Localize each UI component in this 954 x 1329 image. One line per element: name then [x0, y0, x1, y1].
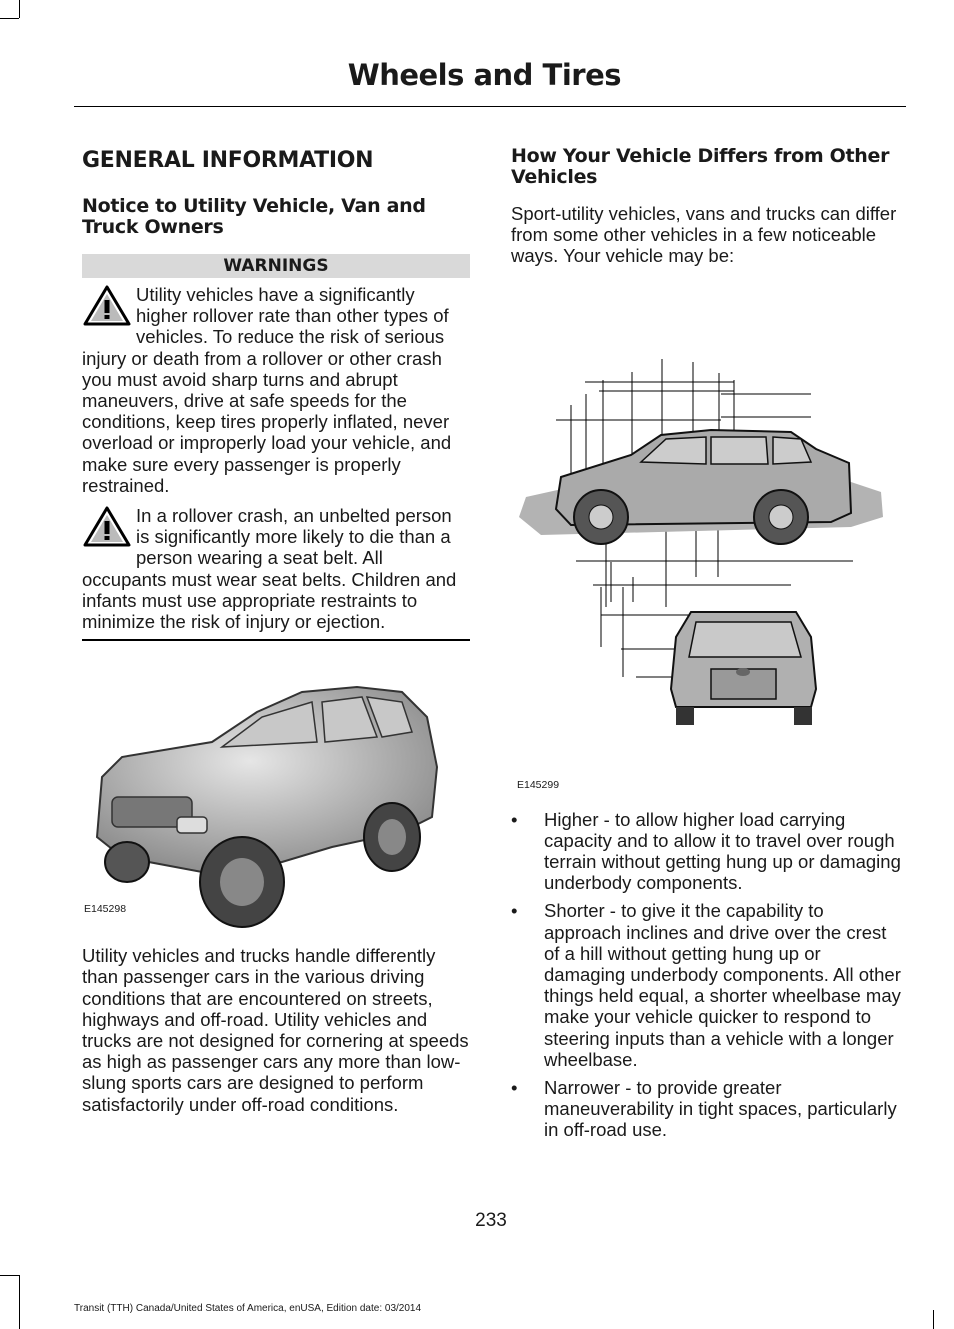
warning-icon	[82, 284, 132, 328]
warnings-end-rule	[82, 639, 470, 641]
bullet-dot: •	[511, 900, 518, 922]
list-item	[511, 809, 903, 894]
chapter-title: Wheels and Tires	[347, 58, 621, 92]
bullet-dot: •	[511, 808, 518, 830]
crop-mark	[933, 1310, 934, 1329]
right-column	[511, 146, 903, 1141]
list-item	[511, 1077, 903, 1141]
body-paragraph: Utility vehicles and trucks handle differently than passenger cars in the various driving conditions that are encountered on streets, highways and off-road. Utility vehicles and trucks are not designed for cornering at speeds as high as passenger cars any more than low-slung sports cars are designed to perform satisfactorily under off-road conditions.	[82, 945, 469, 1115]
section-heading: GENERAL INFORMATION	[82, 148, 374, 173]
subheading: How Your Vehicle Differs from Other Vehicles	[511, 145, 890, 188]
intro-paragraph: Sport-utility vehicles, vans and trucks can differ from some other vehicles in a few noticeable ways. Your vehicle may be:	[511, 203, 897, 267]
bullet-list	[511, 809, 903, 1141]
warning-block	[82, 284, 470, 496]
left-column	[82, 146, 470, 1115]
page-number: 233	[475, 1210, 507, 1231]
suv-illustration	[82, 647, 470, 929]
warnings-bar: WARNINGS	[82, 254, 470, 278]
crop-mark	[19, 0, 20, 18]
bullet-dot: •	[511, 1077, 518, 1099]
vehicle-dimensions-illustration	[511, 277, 903, 797]
bullet-text: Narrower - to provide greater maneuverability in tight spaces, particularly in off-road use.	[544, 1077, 897, 1141]
warning-text: In a rollover crash, an unbelted person is significantly more likely to die than a person wearing a seat belt. All occupants must wear seat belts. Children and infants must use appropriate restraints to minimize the risk of injury or ejection.	[82, 505, 457, 633]
crop-mark	[0, 1275, 19, 1276]
footer-text: Transit (TTH) Canada/United States of America, enUSA, Edition date: 03/2014	[74, 1303, 422, 1314]
figure-code: E145298	[84, 903, 127, 916]
figure-code: E145299	[517, 778, 560, 791]
crop-mark	[19, 1275, 20, 1329]
warning-icon	[82, 505, 132, 549]
crop-mark	[0, 18, 19, 19]
bullet-text: Higher - to allow higher load carrying capacity and to allow it to travel over rough terrain without getting hung up or damaging underbody components.	[544, 808, 901, 894]
bullet-text: Shorter - to give it the capability to approach inclines and drive over the crest of a hill without getting hung up or damaging underbody components. All other things held equal, a shorter wheelbase may make your vehicle quicker to respond to steering inputs than a vehicle with a longer wheelbase.	[544, 900, 901, 1070]
subheading: Notice to Utility Vehicle, Van and Truck Owners	[82, 195, 426, 238]
list-item	[511, 900, 903, 1070]
warning-block	[82, 505, 470, 632]
header-rule	[74, 106, 906, 107]
warning-text: Utility vehicles have a significantly higher rollover rate than other types of vehicles. To reduce the risk of serious injury or death from a rollover or other crash you must avoid sharp turns and abrupt maneuvers, drive at safe speeds for the conditions, keep tires properly inflated, never overload or improperly load your vehicle, and make sure every passenger is properly restrained.	[82, 284, 452, 496]
